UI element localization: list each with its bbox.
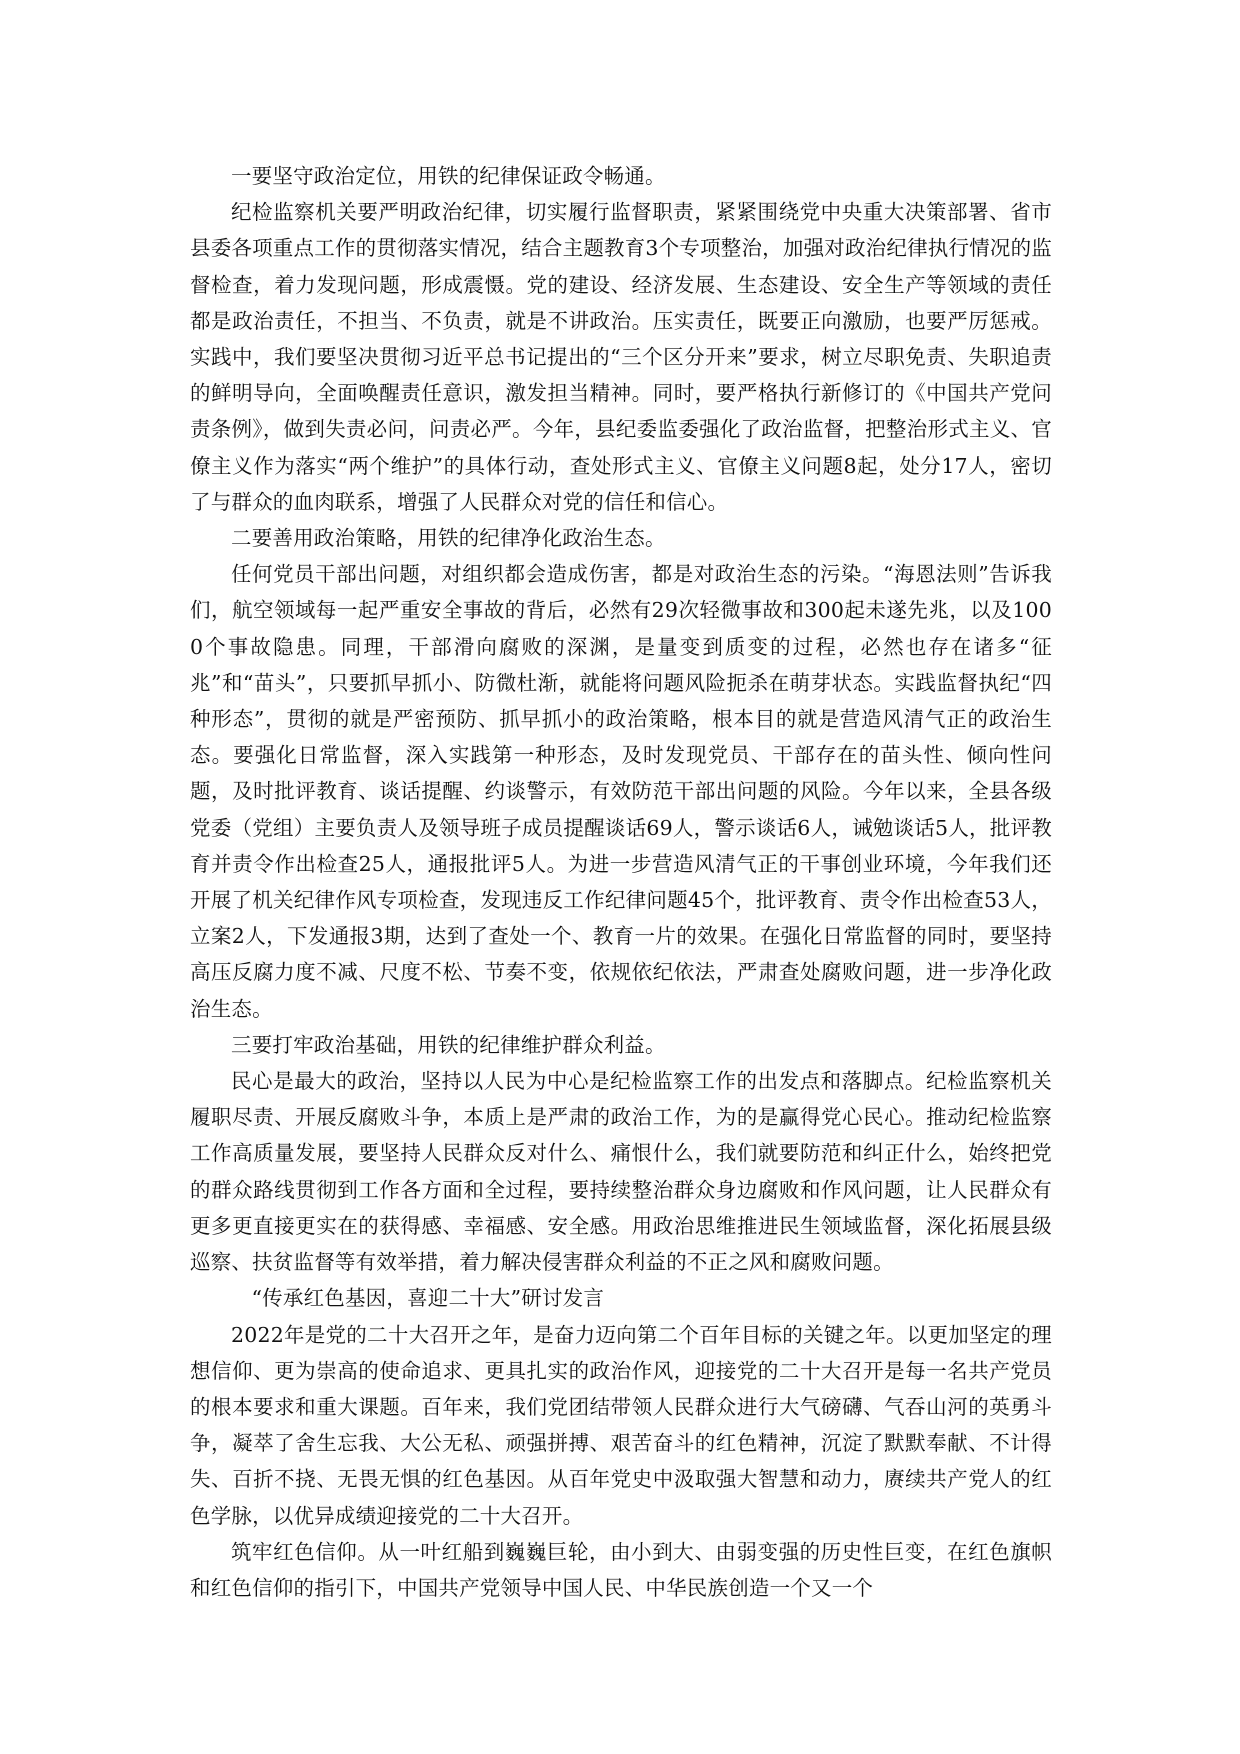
document-body xyxy=(190,158,1052,1606)
paragraph-twentieth-congress: 2022年是党的二十大召开之年，是奋力迈向第二个百年目标的关键之年。以更加坚定的理想信仰、更为崇高的使命追求、更具扎实的政治作风，迎接党的二十大召开是每一名共产党员的根本要求和重大课题。百年来，我们党团结带领人民群众进行大气磅礴、气吞山河的英勇斗争，凝萃了舍生忘我、大公无私、顽强拼搏、艰苦奋斗的红色精神，沉淀了默默奉献、不计得失、百折不挠、无畏无惧的红色基因。从百年党史中汲取强大智慧和动力，赓续共产党人的红色学脉，以优异成绩迎接党的二十大召开。 xyxy=(190,1322,1052,1528)
paragraph-red-faith: 筑牢红色信仰。从一叶红船到巍巍巨轮，由小到大、由弱变强的历史性巨变，在红色旗帜和红色信仰的指引下，中国共产党领导中国人民、中华民族创造一个又一个 xyxy=(190,1539,1052,1600)
paragraph-public-interest: 民心是最大的政治，坚持以人民为中心是纪检监察工作的出发点和落脚点。纪检监察机关履职尽责、开展反腐败斗争，本质上是严肃的政治工作，为的是赢得党心民心。推动纪检监察工作高质量发展，要坚持人民群众反对什么、痛恨什么，我们就要防范和纠正什么，始终把党的群众路线贯彻到工作各方面和全过程，要持续整治群众身边腐败和作风问题，让人民群众有更多更直接更实在的获得感、幸福感、安全感。用政治思维推进民生领域监督，深化拓展县级巡察、扶贫监督等有效举措，着力解决侵害群众利益的不正之风和腐败问题。 xyxy=(190,1069,1052,1275)
section-heading-2: 二要善用政治策略，用铁的纪律净化政治生态。 xyxy=(231,526,666,551)
section-heading-3: 三要打牢政治基础，用铁的纪律维护群众利益。 xyxy=(231,1032,666,1057)
paragraph-political-ecology: 任何党员干部出问题，对组织都会造成伤害，都是对政治生态的污染。“海恩法则”告诉我们，航空领域每一起严重安全事故的背后，必然有29次轻微事故和300起未遂先兆，以及1000个事故隐患。同理，干部滑向腐败的深渊，是量变到质变的过程，必然也存在诸多“征兆”和“苗头”，只要抓早抓小、防微杜渐，就能将问题风险扼杀在萌芽状态。实践监督执纪“四种形态”，贯彻的就是严密预防、抓早抓小的政治策略，根本目的就是营造风清气正的政治生态。要强化日常监督，深入实践第一种形态，及时发现党员、干部存在的苗头性、倾向性问题，及时批评教育、谈话提醒、约谈警示，有效防范干部出问题的风险。今年以来，全县各级党委（党组）主要负责人及领导班子成员提醒谈话69人，警示谈话6人，诫勉谈话5人，批评教育并责令作出检查25人，通报批评5人。为进一步营造风清气正的干事创业环境，今年我们还开展了机关纪律作风专项检查，发现违反工作纪律问题45个，批评教育、责令作出检查53人，立案2人，下发通报3期，达到了查处一个、教育一片的效果。在强化日常监督的同时，要坚持高压反腐力度不减、尺度不松、节奏不变，依规依纪依法，严肃查处腐败问题，进一步净化政治生态。 xyxy=(190,562,1052,1021)
paragraph-political-discipline: 纪检监察机关要严明政治纪律，切实履行监督职责，紧紧围绕党中央重大决策部署、省市县委各项重点工作的贯彻落实情况，结合主题教育3个专项整治，加强对政治纪律执行情况的监督检查，着力发现问题，形成震慑。党的建设、经济发展、生态建设、安全生产等领域的责任都是政治责任，不担当、不负责，就是不讲政治。压实责任，既要正向激励，也要严厉惩戒。实践中，我们要坚决贯彻习近平总书记提出的“三个区分开来”要求，树立尽职免责、失职追责的鲜明导向，全面唤醒责任意识，激发担当精神。同时，要严格执行新修订的《中国共产党问责条例》，做到失责必问，问责必严。今年，县纪委监委强化了政治监督，把整治形式主义、官僚主义作为落实“两个维护”的具体行动，查处形式主义、官僚主义问题8起，处分17人，密切了与群众的血肉联系，增强了人民群众对党的信任和信心。 xyxy=(190,200,1052,514)
section-heading-1: 一要坚守政治定位，用铁的纪律保证政令畅通。 xyxy=(231,164,666,188)
speech-title: “传承红色基因，喜迎二十大”研讨发言 xyxy=(251,1286,605,1311)
